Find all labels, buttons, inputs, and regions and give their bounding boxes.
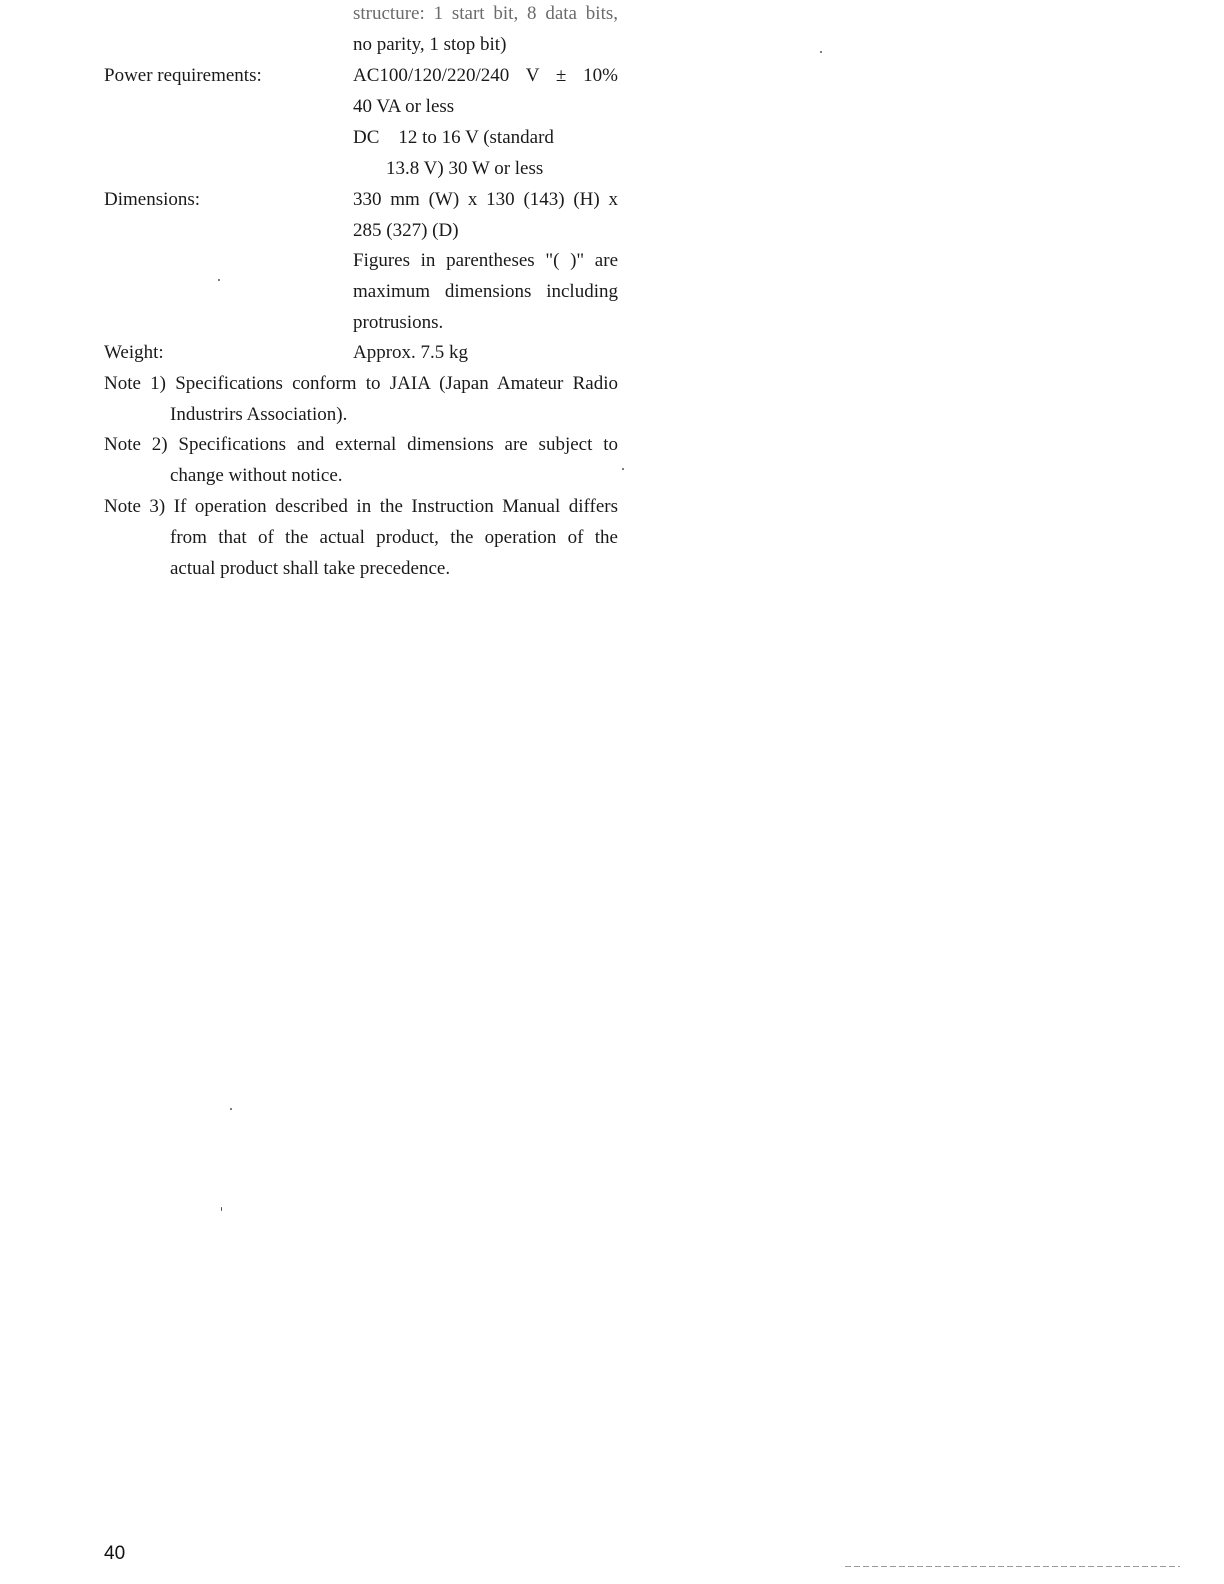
spec-value-power-va: 40 VA or less bbox=[353, 96, 455, 117]
spec-value-dimensions-note-1: Figures in parentheses "( )" are bbox=[353, 250, 618, 271]
note-3-line-2: from that of the actual product, the operation of the bbox=[170, 527, 618, 548]
spec-value-serial-structure: structure: 1 start bit, 8 data bits, bbox=[353, 3, 618, 24]
spec-value-dimensions-note-2: maximum dimensions including bbox=[353, 281, 618, 302]
note-3-line-3: actual product shall take precedence. bbox=[170, 558, 451, 579]
scan-speck bbox=[820, 51, 822, 53]
note-3-line-1: Note 3) If operation described in the Instruction Manual differs bbox=[104, 496, 618, 517]
spec-value-power-ac: AC100/120/220/240 V ± 10% bbox=[353, 65, 618, 86]
note-1-line-1: Note 1) Specifications conform to JAIA (Japan Amateur Radio bbox=[104, 373, 618, 394]
note-2-line-2: change without notice. bbox=[170, 465, 343, 486]
spec-label-dimensions: Dimensions: bbox=[104, 189, 201, 210]
spec-value-dimensions-note-3: protrusions. bbox=[353, 312, 444, 333]
spec-value-weight: Approx. 7.5 kg bbox=[353, 342, 469, 363]
note-1-line-2: Industrirs Association). bbox=[170, 404, 348, 425]
spec-label-weight: Weight: bbox=[104, 342, 164, 363]
scan-speck bbox=[622, 468, 624, 470]
spec-value-dimensions-d: 285 (327) (D) bbox=[353, 220, 459, 241]
scan-speck bbox=[221, 1207, 222, 1211]
spec-value-serial-cont: no parity, 1 stop bit) bbox=[353, 34, 507, 55]
spec-value-power-dc: DC 12 to 16 V (standard bbox=[353, 127, 554, 148]
spec-label-power: Power requirements: bbox=[104, 65, 262, 86]
scan-edge-rule bbox=[845, 1566, 1180, 1567]
spec-value-dimensions-wh: 330 mm (W) x 130 (143) (H) x bbox=[353, 189, 618, 210]
page-number: 40 bbox=[104, 1543, 126, 1564]
spec-value-power-dc-cont: 13.8 V) 30 W or less bbox=[386, 158, 544, 179]
note-2-line-1: Note 2) Specifications and external dimensions are subject to bbox=[104, 434, 618, 455]
scan-speck bbox=[218, 279, 220, 281]
scan-speck bbox=[230, 1108, 232, 1110]
